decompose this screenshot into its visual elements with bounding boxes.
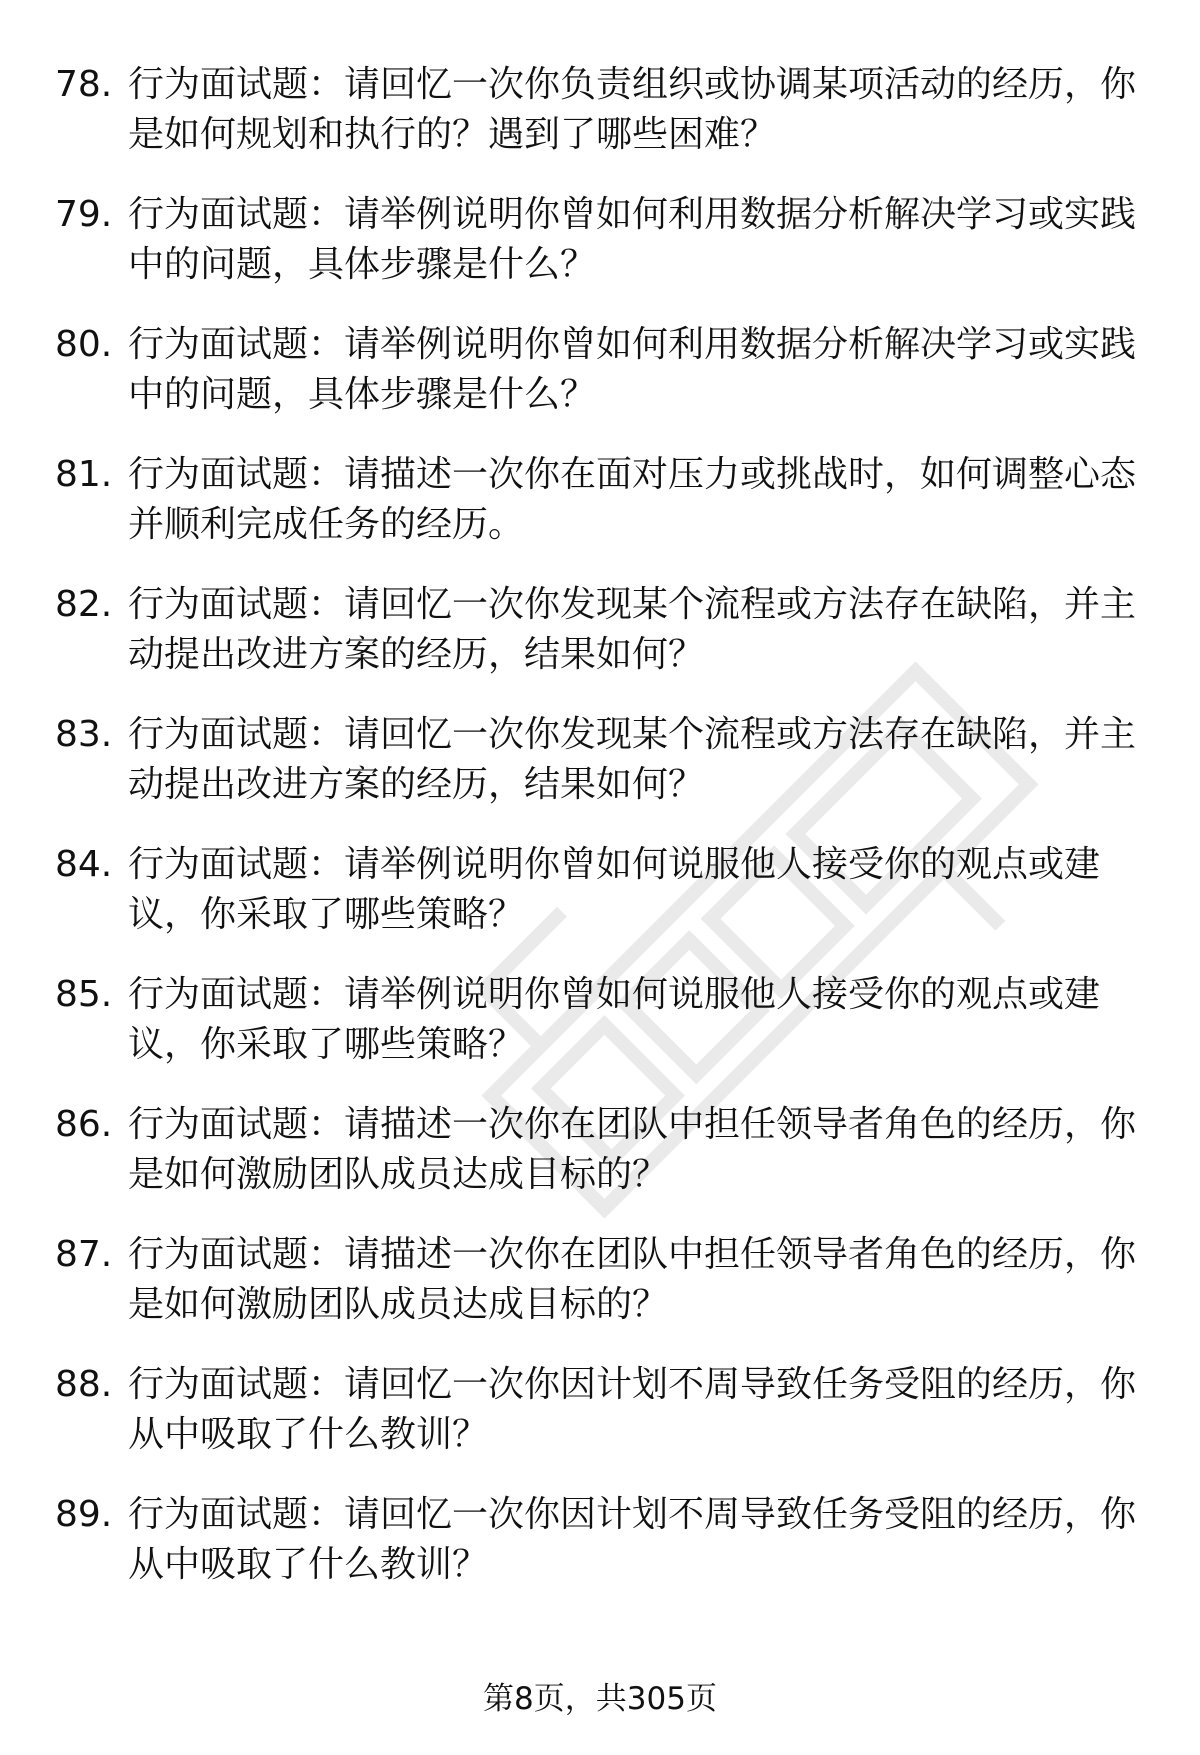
question-number: 86. [55, 1104, 113, 1145]
question-item [0, 970, 1200, 1100]
question-text: 行为面试题：请描述一次你在团队中担任领导者角色的经历，你是如何激励团队成员达成目标的？ [128, 1104, 1137, 1195]
question-item [0, 1100, 1200, 1230]
question-text: 行为面试题：请回忆一次你因计划不周导致任务受阻的经历，你从中吸取了什么教训？ [128, 1494, 1137, 1585]
question-number: 89. [55, 1494, 113, 1535]
question-number: 87. [55, 1234, 113, 1275]
question-text: 行为面试题：请描述一次你在面对压力或挑战时，如何调整心态并顺利完成任务的经历。 [128, 454, 1137, 545]
question-number: 84. [55, 844, 113, 885]
question-text: 行为面试题：请回忆一次你发现某个流程或方法存在缺陷，并主动提出改进方案的经历，结果如何？ [128, 714, 1137, 805]
question-item [0, 190, 1200, 320]
question-number: 81. [55, 454, 113, 495]
question-item [0, 320, 1200, 450]
question-list [0, 60, 1200, 1620]
question-text: 行为面试题：请举例说明你曾如何说服他人接受你的观点或建议，你采取了哪些策略？ [128, 844, 1101, 935]
question-item [0, 710, 1200, 840]
question-text: 行为面试题：请回忆一次你因计划不周导致任务受阻的经历，你从中吸取了什么教训？ [128, 1364, 1137, 1455]
question-number: 80. [55, 324, 113, 365]
question-text: 行为面试题：请举例说明你曾如何利用数据分析解决学习或实践中的问题，具体步骤是什么？ [128, 194, 1137, 285]
question-item [0, 580, 1200, 710]
question-item [0, 450, 1200, 580]
question-text: 行为面试题：请回忆一次你发现某个流程或方法存在缺陷，并主动提出改进方案的经历，结果如何？ [128, 584, 1137, 675]
question-number: 83. [55, 714, 113, 755]
question-item [0, 1490, 1200, 1620]
question-number: 82. [55, 584, 113, 625]
question-text: 行为面试题：请举例说明你曾如何利用数据分析解决学习或实践中的问题，具体步骤是什么？ [128, 324, 1137, 415]
question-text: 行为面试题：请回忆一次你负责组织或协调某项活动的经历，你是如何规划和执行的？遇到了哪些困难？ [128, 64, 1137, 155]
question-item [0, 60, 1200, 190]
question-number: 79. [55, 194, 113, 235]
question-number: 78. [55, 64, 113, 105]
question-item [0, 1230, 1200, 1360]
question-text: 行为面试题：请描述一次你在团队中担任领导者角色的经历，你是如何激励团队成员达成目标的？ [128, 1234, 1137, 1325]
question-item [0, 1360, 1200, 1490]
question-item [0, 840, 1200, 970]
question-number: 88. [55, 1364, 113, 1405]
question-text: 行为面试题：请举例说明你曾如何说服他人接受你的观点或建议，你采取了哪些策略？ [128, 974, 1101, 1065]
page-footer: 第8页，共305页 [483, 1681, 717, 1717]
question-number: 85. [55, 974, 113, 1015]
